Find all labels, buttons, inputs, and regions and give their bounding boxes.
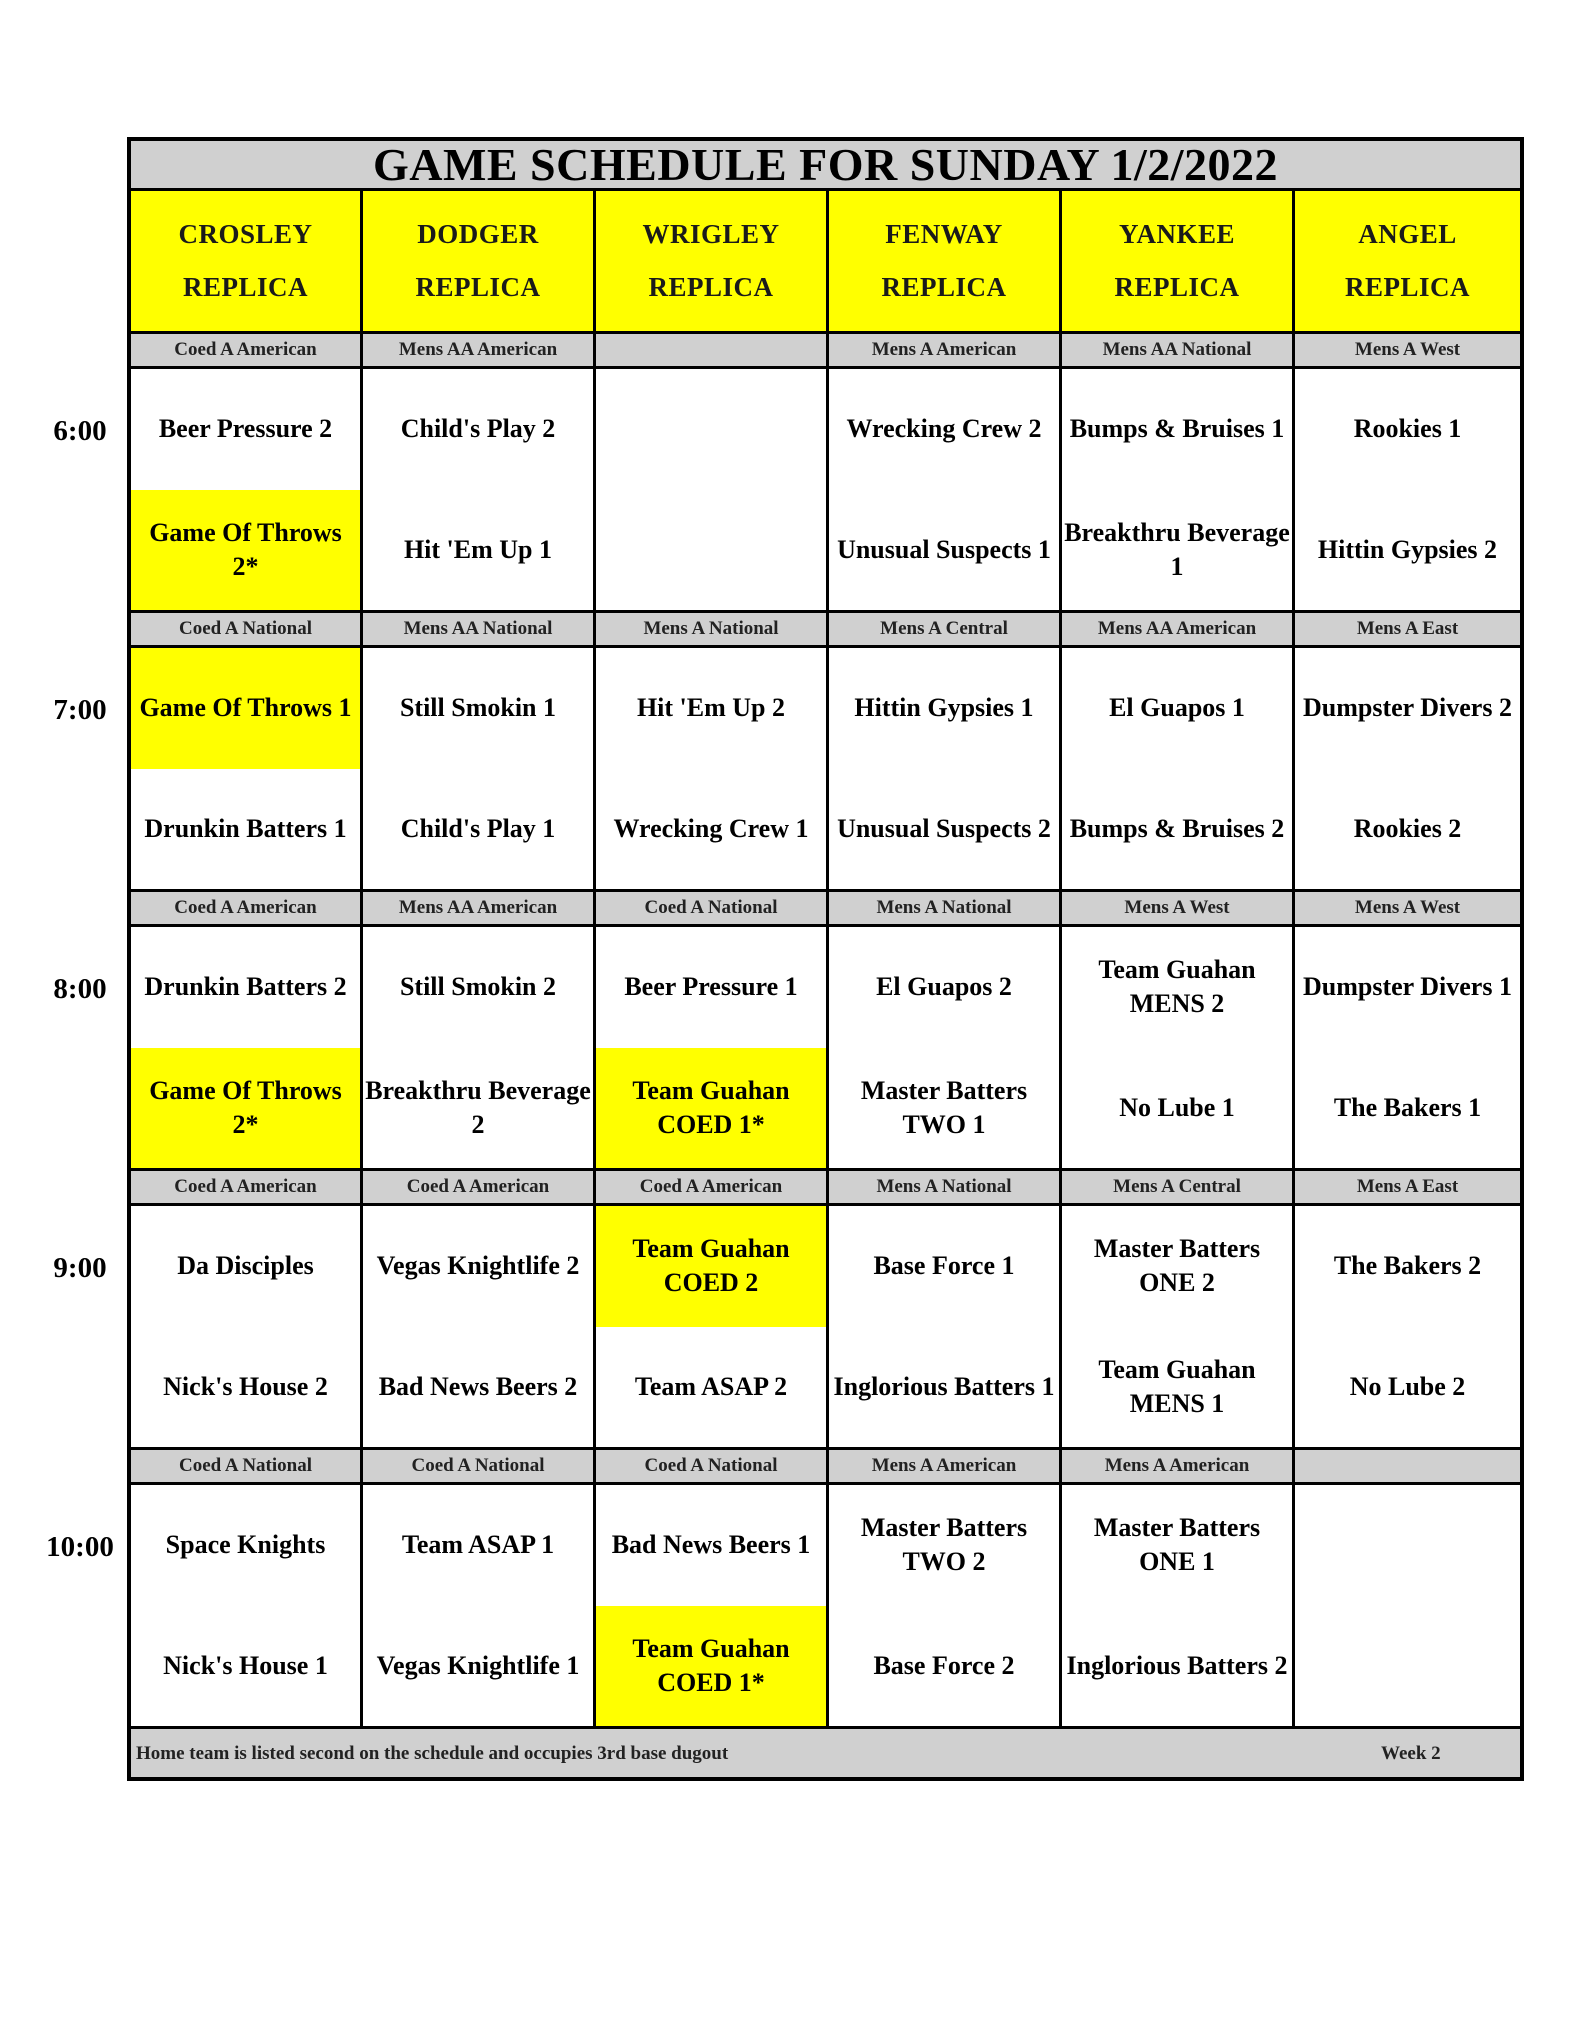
- game-cell: [1295, 648, 1520, 889]
- field-type: REPLICA: [182, 272, 308, 302]
- away-team: Master Batters TWO 2: [860, 1513, 1028, 1577]
- home-team: Inglorious Batters 1: [833, 1371, 1055, 1401]
- division-label: Mens A Central: [1062, 1171, 1295, 1203]
- home-team: Breakthru Beverage 2: [365, 1075, 591, 1139]
- game-cell: [596, 369, 829, 610]
- division-label: Mens A National: [829, 1171, 1062, 1203]
- schedule-title: GAME SCHEDULE FOR SUNDAY 1/2/2022: [372, 138, 1279, 190]
- game-cell: [1062, 648, 1295, 889]
- away-team: Bumps & Bruises 1: [1069, 414, 1285, 444]
- field-type: REPLICA: [1344, 272, 1470, 302]
- away-team: [1295, 1485, 1520, 1606]
- division-label: Mens A National: [829, 892, 1062, 924]
- game-cell: [131, 1485, 363, 1726]
- division-label: Coed A American: [363, 1171, 596, 1203]
- away-team: The Bakers 2: [1333, 1251, 1482, 1281]
- division-label: Coed A National: [596, 1450, 829, 1482]
- home-team: Nick's House 1: [163, 1650, 328, 1680]
- division-label: Coed A National: [131, 613, 363, 645]
- away-team: El Guapos 2: [876, 972, 1012, 1002]
- week-label: Week 2: [1381, 1743, 1441, 1764]
- field-name: CROSLEY: [178, 219, 313, 249]
- field-name: DODGER: [417, 219, 539, 249]
- away-team: Hit 'Em Up 2: [636, 693, 786, 723]
- division-label: Mens AA National: [363, 613, 596, 645]
- game-cell: [1295, 369, 1520, 610]
- footer-row: [131, 1729, 1520, 1777]
- home-team: Unusual Suspects 2: [837, 813, 1051, 843]
- away-team: Dumpster Divers 1: [1303, 972, 1512, 1002]
- division-label: Mens A Central: [829, 613, 1062, 645]
- away-team: Drunkin Batters 2: [144, 972, 347, 1002]
- game-row: [131, 927, 1520, 1171]
- home-team: The Bakers 1: [1333, 1092, 1482, 1122]
- game-cell: [596, 927, 829, 1168]
- away-team: Space Knights: [165, 1530, 326, 1560]
- home-team: Vegas Knightlife 1: [376, 1650, 580, 1680]
- home-team: Nick's House 2: [163, 1371, 328, 1401]
- home-team: Bad News Beers 2: [378, 1371, 578, 1401]
- division-label: Mens A West: [1295, 334, 1520, 366]
- division-label: [1295, 1450, 1520, 1482]
- away-team: Still Smokin 2: [399, 972, 557, 1002]
- home-team: Bumps & Bruises 2: [1069, 813, 1285, 843]
- game-cell: [363, 1485, 596, 1726]
- division-label: Mens A American: [1062, 1450, 1295, 1482]
- away-team: Wrecking Crew 2: [846, 414, 1042, 444]
- field-name: FENWAY: [885, 219, 1003, 249]
- division-label: Mens A West: [1295, 892, 1520, 924]
- game-cell: [1295, 1206, 1520, 1447]
- game-cell: [131, 648, 363, 889]
- division-label: Mens AA American: [363, 334, 596, 366]
- home-team: Team Guahan COED 1*: [596, 1606, 826, 1727]
- game-cell: [829, 1485, 1062, 1726]
- division-label: Coed A National: [596, 892, 829, 924]
- game-cell: [363, 927, 596, 1168]
- field-name: WRIGLEY: [642, 219, 780, 249]
- field-header: [596, 191, 829, 331]
- game-cell: [363, 1206, 596, 1447]
- division-label: Mens A East: [1295, 613, 1520, 645]
- away-team: Master Batters ONE 1: [1093, 1513, 1261, 1577]
- game-cell: [596, 1206, 829, 1447]
- home-team: Unusual Suspects 1: [837, 534, 1051, 564]
- field-header: [131, 191, 363, 331]
- away-team: Still Smokin 1: [399, 693, 557, 723]
- away-team: Rookies 1: [1353, 414, 1462, 444]
- game-row: [131, 369, 1520, 613]
- division-label: Mens A West: [1062, 892, 1295, 924]
- away-team: El Guapos 1: [1109, 693, 1245, 723]
- division-row: [131, 613, 1520, 648]
- field-name: ANGEL: [1358, 219, 1457, 249]
- field-header: [1295, 191, 1520, 331]
- home-team: Game Of Throws 2*: [131, 490, 360, 611]
- division-label: Coed A American: [131, 892, 363, 924]
- away-team: Beer Pressure 2: [158, 414, 333, 444]
- game-cell: [829, 369, 1062, 610]
- game-cell: [1295, 927, 1520, 1168]
- home-team: Rookies 2: [1353, 813, 1462, 843]
- time-label: 7:00: [53, 694, 107, 726]
- away-team: Master Batters ONE 2: [1093, 1234, 1261, 1298]
- away-team: Hittin Gypsies 1: [854, 693, 1034, 723]
- home-team: Hit 'Em Up 1: [403, 534, 553, 564]
- home-team: Team Guahan MENS 1: [1098, 1354, 1256, 1418]
- field-type: REPLICA: [881, 272, 1007, 302]
- home-team: Drunkin Batters 1: [144, 813, 347, 843]
- game-row: [131, 1485, 1520, 1729]
- home-team: Team Guahan COED 1*: [596, 1048, 826, 1169]
- home-team: Inglorious Batters 2: [1066, 1650, 1288, 1680]
- footer-note: Home team is listed second on the schedule and occupies 3rd base dugout: [136, 1743, 729, 1764]
- game-cell: [1062, 927, 1295, 1168]
- home-team: No Lube 2: [1349, 1371, 1466, 1401]
- time-label: 6:00: [53, 415, 107, 447]
- game-cell: [1295, 1485, 1520, 1726]
- field-name: YANKEE: [1118, 219, 1236, 249]
- division-label: Coed A American: [596, 1171, 829, 1203]
- home-team: [596, 490, 826, 611]
- game-cell: [363, 648, 596, 889]
- field-type: REPLICA: [648, 272, 774, 302]
- home-team: Team ASAP 2: [634, 1371, 788, 1401]
- game-cell: [1062, 1206, 1295, 1447]
- field-header: [829, 191, 1062, 331]
- division-label: Mens A American: [829, 1450, 1062, 1482]
- home-team: Master Batters TWO 1: [860, 1075, 1028, 1139]
- game-cell: [131, 369, 363, 610]
- game-cell: [596, 648, 829, 889]
- away-team: Vegas Knightlife 2: [376, 1251, 580, 1281]
- time-label: 9:00: [53, 1252, 107, 1284]
- division-row: [131, 334, 1520, 369]
- division-label: Coed A National: [131, 1450, 363, 1482]
- game-row: [131, 648, 1520, 892]
- away-team: Dumpster Divers 2: [1303, 693, 1512, 723]
- game-cell: [596, 1485, 829, 1726]
- away-team: Da Disciples: [177, 1251, 314, 1281]
- time-label: 8:00: [53, 973, 107, 1005]
- home-team: Breakthru Beverage 1: [1064, 517, 1290, 581]
- away-team: Beer Pressure 1: [624, 972, 798, 1002]
- division-label: Mens AA American: [1062, 613, 1295, 645]
- game-cell: [829, 648, 1062, 889]
- division-row: [131, 892, 1520, 927]
- time-label: 10:00: [46, 1531, 114, 1563]
- game-cell: [1062, 1485, 1295, 1726]
- title-row: [131, 138, 1520, 191]
- game-cell: [829, 927, 1062, 1168]
- away-team: Team Guahan MENS 2: [1098, 955, 1256, 1019]
- field-header-row: [131, 191, 1520, 334]
- away-team: Team ASAP 1: [401, 1530, 555, 1560]
- away-team: Team Guahan COED 2: [596, 1206, 826, 1327]
- division-label: Coed A National: [363, 1450, 596, 1482]
- home-team: Wrecking Crew 1: [613, 813, 809, 843]
- home-team: Game Of Throws 2*: [131, 1048, 360, 1169]
- home-team: Base Force 2: [873, 1650, 1015, 1680]
- field-header: [363, 191, 596, 331]
- division-label: [596, 334, 829, 366]
- field-type: REPLICA: [415, 272, 541, 302]
- home-team: No Lube 1: [1119, 1092, 1235, 1122]
- division-label: Coed A American: [131, 1171, 363, 1203]
- away-team: Game Of Throws 1: [131, 648, 360, 769]
- game-cell: [363, 369, 596, 610]
- field-type: REPLICA: [1114, 272, 1240, 302]
- division-label: Mens A National: [596, 613, 829, 645]
- division-row: [131, 1171, 1520, 1206]
- home-team: [1295, 1606, 1520, 1727]
- field-header: [1062, 191, 1295, 331]
- schedule-table: [127, 137, 1524, 1781]
- game-cell: [829, 1206, 1062, 1447]
- away-team: Child's Play 2: [400, 414, 556, 444]
- game-cell: [131, 927, 363, 1168]
- away-team: [596, 369, 826, 490]
- home-team: Hittin Gypsies 2: [1317, 534, 1498, 564]
- away-team: Base Force 1: [873, 1251, 1015, 1281]
- away-team: Bad News Beers 1: [611, 1530, 811, 1560]
- game-cell: [1062, 369, 1295, 610]
- home-team: Child's Play 1: [400, 813, 556, 843]
- division-label: Mens AA National: [1062, 334, 1295, 366]
- division-label: Mens A American: [829, 334, 1062, 366]
- division-label: Mens A East: [1295, 1171, 1520, 1203]
- game-row: [131, 1206, 1520, 1450]
- game-cell: [131, 1206, 363, 1447]
- division-label: Coed A American: [131, 334, 363, 366]
- division-label: Mens AA American: [363, 892, 596, 924]
- division-row: [131, 1450, 1520, 1485]
